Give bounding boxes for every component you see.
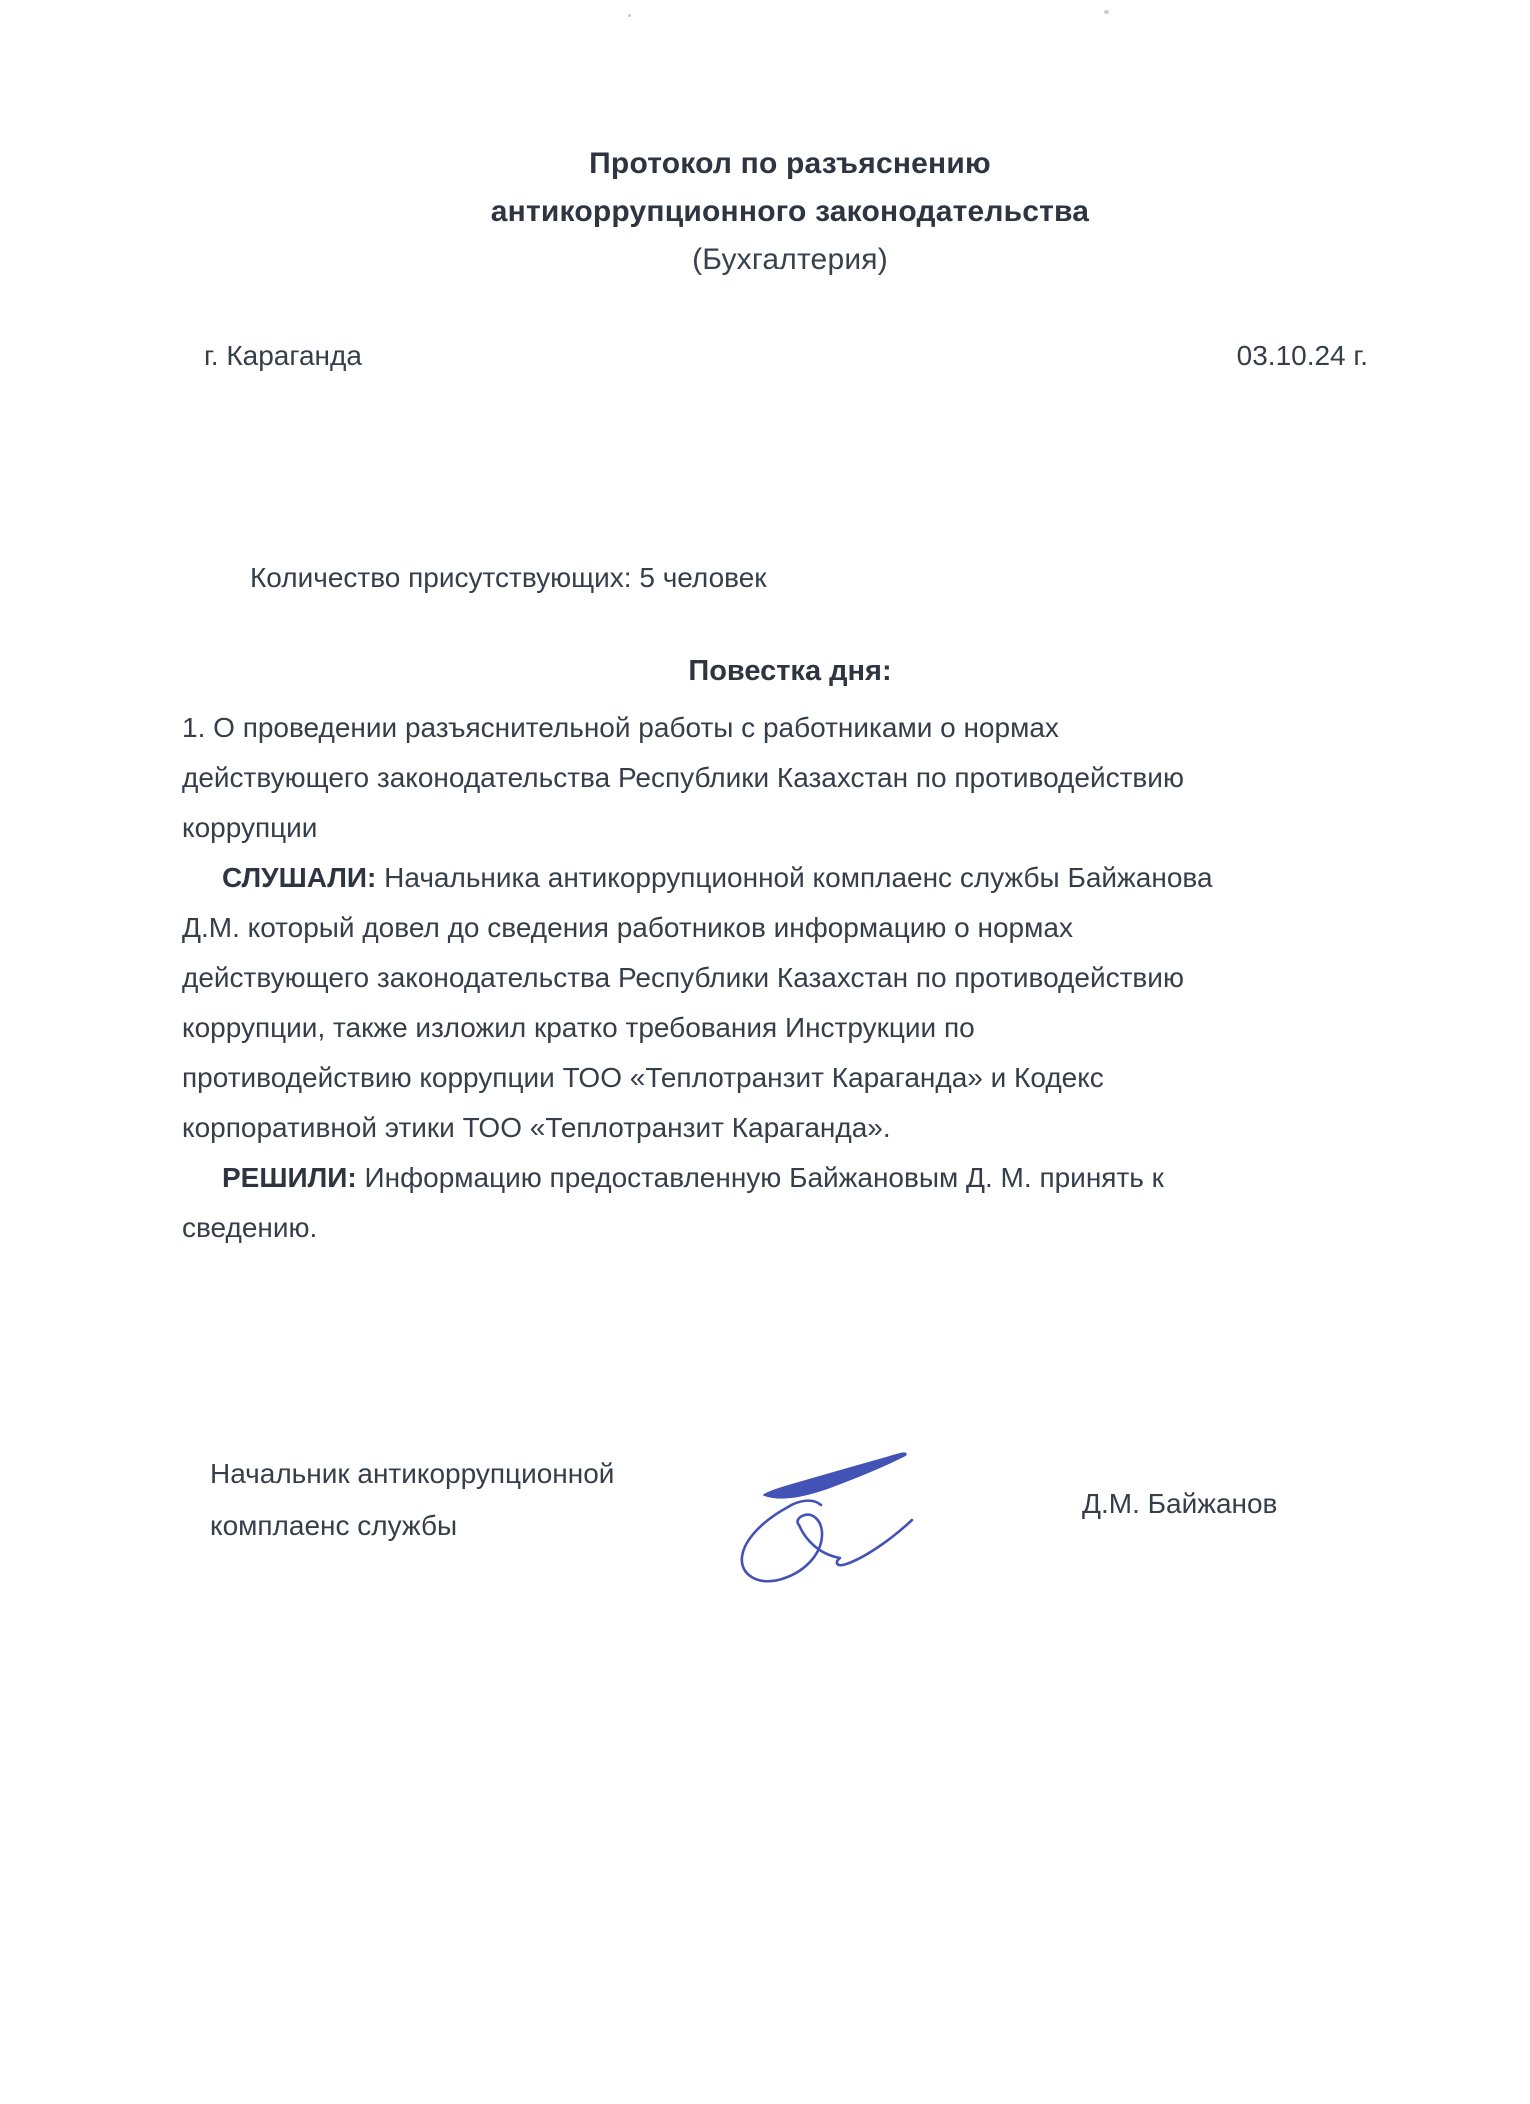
handwritten-signature [700,1425,940,1595]
attendees-count: Количество присутствующих: 5 человек [250,562,767,593]
title-line-2: антикоррупционного законодательства [490,195,1090,228]
body-line [182,1103,1362,1153]
place-date-row [0,340,1530,374]
body-line [182,1053,1362,1103]
signer-position-line-1: Начальник антикоррупционной [210,1458,615,1489]
body-line-heard [182,853,1362,903]
body-line [182,953,1362,1003]
body-line-text: Информацию предоставленную Байжановым Д. М. принять к [356,1162,1164,1193]
body-line-text: 1. О проведении разъяснительной работы с работниками о нормах [182,712,1059,743]
signer-position-line-2: комплаенс службы [210,1510,458,1541]
body-line-text: действующего законодательства Республики Казахстан по противодействию [182,762,1184,793]
body-line [182,903,1362,953]
title-line-1: Протокол по разъяснению [589,147,991,180]
body-line-text: сведению. [182,1212,318,1243]
signer-position [210,1448,614,1552]
body-line-text: Д.М. который довел до сведения работников информацию о нормах [182,912,1073,943]
body-line [182,703,1362,753]
document-title [180,140,1400,284]
scan-artifact-speck [1104,10,1109,14]
title-line-3: (Бухгалтерия) [692,243,888,276]
body-line [182,753,1362,803]
body-line-text: действующего законодательства Республики Казахстан по противодействию [182,962,1184,993]
heard-keyword: СЛУШАЛИ: [222,862,377,893]
signer-name: Д.М. Байжанов [1082,1488,1278,1519]
signature-top-flourish [764,1453,906,1498]
body-line-text: Начальника антикоррупционной комплаенс службы Байжанова [376,862,1213,893]
agenda-heading: Повестка дня: [688,655,892,687]
signature-loop-and-tail [742,1501,912,1581]
city-label: г. Караганда [204,340,362,371]
body-line-resolved [182,1153,1362,1203]
scan-artifact-speck [628,14,631,17]
body-line-text: противодействию коррупции ТОО «Теплотранзит Караганда» и Кодекс [182,1062,1104,1093]
body-line-text: коррупции [182,812,318,843]
resolved-keyword: РЕШИЛИ: [222,1162,357,1193]
body-line-text: корпоративной этики ТОО «Теплотранзит Караганда». [182,1112,891,1143]
body-line [182,803,1362,853]
body-line [182,1003,1362,1053]
body-line [182,1203,1362,1253]
document-body [182,703,1362,1253]
date-label: 03.10.24 г. [1236,340,1368,371]
body-line-text: коррупции, также изложил кратко требования Инструкции по [182,1012,975,1043]
